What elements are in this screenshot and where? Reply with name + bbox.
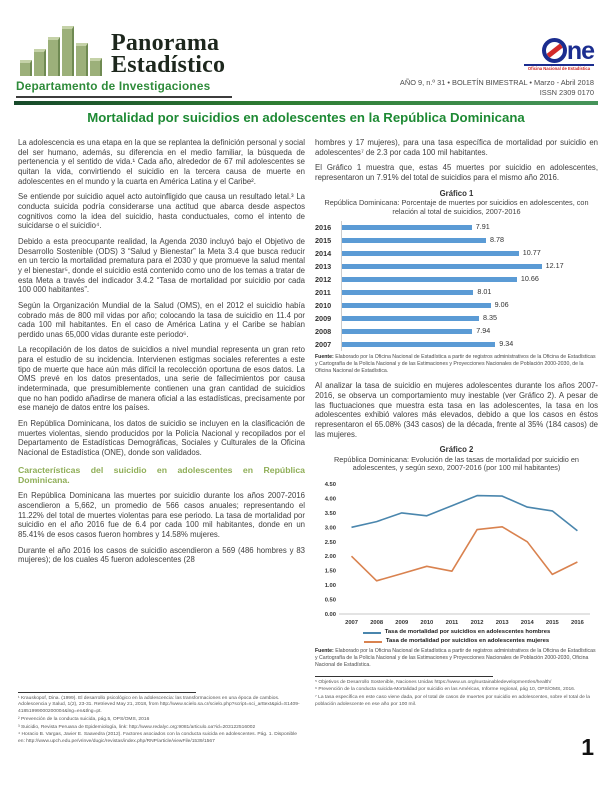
bar-row bbox=[315, 234, 598, 247]
left-column bbox=[18, 138, 305, 571]
brand-subtitle: Departamento de Investigaciones bbox=[16, 79, 232, 98]
bar-value-label: 7.91 bbox=[475, 222, 490, 232]
body-paragraph: Debido a esta preocupante realidad, la Agenda 2030 incluyó bajo el Objetivo de Desarrollo Sostenible (ODS) 3 “Salud y Bienestar” la Meta 3.4 que busca reducir en un tercio la mortalidad prematura para el 2030 y que promueve la salud mental y el bienestar⁵, donde el suicidio está contenido como uno de los temas a tratar de esta Meta a través del indicador 3.4.2 “Tasa de mortalidad por suicidio por cada 100 000 habitantes”. bbox=[18, 236, 305, 295]
bar-track bbox=[341, 338, 598, 351]
bar-year-label: 2013 bbox=[315, 262, 332, 272]
body-paragraph: En República Dominicana, los datos de suicidio se incluyen en la clasificación de muertes violentas, siendo producidos por la Policía Nacional y recopilados por el Departamento de Estadísticas Demográficas, Sociales y Culturales de la Oficina Nacional de Estadística (ONE), donde son validados. bbox=[18, 419, 305, 458]
right-paragraphs-top bbox=[315, 138, 598, 183]
series-line bbox=[352, 495, 578, 530]
bar-chart-logo-icon bbox=[20, 26, 104, 76]
bar-year-label: 2008 bbox=[315, 327, 332, 337]
x-tick-label: 2016 bbox=[570, 619, 584, 626]
bar bbox=[342, 264, 542, 270]
source-label: Fuente: bbox=[315, 648, 334, 655]
y-tick-label: 0.00 bbox=[324, 611, 336, 618]
legend-swatch-icon bbox=[363, 632, 381, 634]
bar-year-label: 2012 bbox=[315, 275, 332, 285]
bar-row bbox=[315, 273, 598, 286]
bar-track bbox=[341, 312, 598, 325]
footnote-divider bbox=[18, 692, 196, 693]
bar-value-label: 9.34 bbox=[499, 339, 514, 349]
brand-block bbox=[16, 26, 248, 98]
footnote: ³ Suicidio, Revista Peruana de Epidemiología, link: http://www.redalyc.org:9081/articulo.oa?id=203122516002 bbox=[18, 724, 256, 730]
one-logo-o-icon bbox=[542, 38, 567, 63]
body-paragraph: hombres y 17 mujeres), para una tasa específica de mortalidad por suicidio en adolescentes⁷ de 2.3 por cada 100 mil habitantes. bbox=[315, 138, 598, 157]
y-tick-label: 1.50 bbox=[324, 568, 336, 575]
x-tick-label: 2011 bbox=[445, 619, 459, 626]
body-paragraph: La recopilación de los datos de suicidios a nivel mundial representa un gran reto para el estudio de su incidencia. Intervienen estigmas sociales referentes a este tipo de muerte que hace aún más difícil la recolección oportuna de esos datos. La OMS prevé en los datos presentados, una serie de fallecimientos por causa indeterminada, que presumiblemente contienen una gran cantidad de suicidios que no han podido añadirse de manera oficial a las estadísticas, precisamente por ese manejo de datos entre los países. bbox=[18, 345, 305, 413]
bar-track bbox=[341, 273, 598, 286]
footnote: ² Prevención de la conducta suicida, pág.5, OPS/OMS, 2016 bbox=[18, 716, 150, 722]
chart1-title: Gráfico 1 bbox=[439, 188, 474, 198]
source-text: Elaborado por la Oficina Nacional de Estadística a partir de registros administrativos de la Oficina de Estadísticas y Cartografía de la Policía Nacional y de las Estimaciones y Proyecciones Nacionales de Población 2000-2030, de la Oficina Nacional de Estadística. bbox=[315, 354, 596, 374]
bar bbox=[342, 238, 486, 244]
bar-year-label: 2010 bbox=[315, 301, 332, 311]
source-label: Fuente: bbox=[315, 354, 334, 361]
issue-line: AÑO 9, n.º 31 • BOLETÍN BIMESTRAL • Marzo - Abril 2018 bbox=[399, 78, 594, 87]
section-heading: Características del suicidio en adolescentes en República Dominicana. bbox=[18, 464, 305, 486]
y-tick-label: 3.50 bbox=[324, 510, 336, 517]
body-paragraph: Durante el año 2016 los casos de suicidio ascendieron a 569 (486 hombres y 83 mujeres); de los cuales 45 fueron adolescentes (28 bbox=[18, 545, 305, 565]
bar-value-label: 8.35 bbox=[483, 313, 497, 323]
bar-value-label: 12.17 bbox=[545, 261, 564, 271]
bar-year-label: 2007 bbox=[315, 340, 332, 350]
bar-track bbox=[341, 234, 598, 247]
bar-row bbox=[315, 338, 598, 351]
one-logo-text: ne bbox=[566, 36, 594, 65]
y-tick-label: 0.50 bbox=[324, 597, 336, 604]
x-tick-label: 2015 bbox=[545, 619, 559, 626]
footnotes-right bbox=[315, 676, 598, 709]
logo-bar bbox=[76, 43, 88, 76]
body-paragraph: Al analizar la tasa de suicidio en mujeres adolescentes durante los años 2007-2016, se observa un comportamiento muy inestable (ver Gráfico 2). A pesar de las fluctuaciones que muestra esta tasa en las adolescentes, la tasa en los adolescentes exhibió valores más elevados, debido a que los casos en éstos representaron el 65.08% (343 casos) de la década, frente al 35% (184 casos) de las mujeres. bbox=[315, 381, 598, 439]
page-number: 1 bbox=[581, 734, 594, 760]
legend-entry bbox=[315, 629, 598, 636]
y-tick-label: 2.50 bbox=[324, 539, 336, 546]
y-tick-label: 2.00 bbox=[324, 553, 336, 560]
bar-track bbox=[341, 286, 598, 299]
bar-row bbox=[315, 221, 598, 234]
logo-bar bbox=[62, 26, 74, 76]
chart1 bbox=[315, 189, 598, 375]
bar-row bbox=[315, 299, 598, 312]
footnote: ⁴ Horacio B. Vargas, Javier E. Saavedra (2012). Factores asociados con la conducta suicida en adolescentes. Pág. 1. Disponible en: http://www.upch.edu.pe/vrinve/dugic/revistas/index.php/RNP/article/viewFile/1539/1567 bbox=[18, 732, 298, 744]
bar bbox=[342, 290, 473, 296]
brand-title-line2: Estadístico bbox=[111, 51, 226, 78]
bar-row bbox=[315, 260, 598, 273]
bar-year-label: 2015 bbox=[315, 236, 332, 246]
bar-row bbox=[315, 286, 598, 299]
chart1-bars bbox=[315, 221, 598, 351]
bar-row bbox=[315, 325, 598, 338]
bar-row bbox=[315, 247, 598, 260]
footnote: ⁶ Prevención de la conducta suicida-Mortalidad por suicidio en las Américas, Informe regional, pág 10, OPS/OMS, 2016. bbox=[315, 687, 576, 693]
bar-row bbox=[315, 312, 598, 325]
bar bbox=[342, 225, 472, 231]
y-tick-label: 3.00 bbox=[324, 525, 336, 532]
brand-title bbox=[111, 29, 226, 78]
legend-swatch-icon bbox=[364, 641, 382, 643]
footnote: ⁵ Objetivos de Desarrollo Sostenible, Naciones Unidas https://www.un.org/sustainabledevelopment/es/health/ bbox=[315, 679, 552, 685]
footnotes-left bbox=[18, 692, 305, 747]
x-tick-label: 2014 bbox=[520, 619, 534, 626]
page-title: Mortalidad por suicidios en adolescentes en la República Dominicana bbox=[87, 110, 525, 125]
left-paragraphs-after bbox=[18, 491, 305, 565]
bar-value-label: 10.77 bbox=[522, 248, 541, 258]
chart2 bbox=[315, 445, 598, 668]
one-logo bbox=[524, 38, 594, 71]
left-paragraphs bbox=[18, 138, 305, 458]
logo-bar bbox=[34, 49, 46, 76]
x-tick-label: 2007 bbox=[345, 619, 359, 626]
issue-block bbox=[400, 78, 594, 98]
bar-value-label: 9.06 bbox=[494, 300, 509, 310]
one-logo-caption: Oficina Nacional de Estadística bbox=[524, 64, 594, 71]
bar-year-label: 2011 bbox=[315, 288, 331, 298]
bar-track bbox=[341, 299, 598, 312]
bar-track bbox=[341, 325, 598, 338]
x-tick-label: 2010 bbox=[420, 619, 434, 626]
body-paragraph: Se entiende por suicidio aquel acto autoinfligido que causa un resultado letal.³ La conducta suicida podría considerarse una actitud que abarca desde aspectos cognitivos como la idea del suicidio, hasta conductuales, como el intento de suicidarse o el suicidio⁴. bbox=[18, 192, 305, 231]
x-tick-label: 2008 bbox=[370, 619, 384, 626]
bar-year-label: 2009 bbox=[315, 314, 332, 324]
chart2-title: Gráfico 2 bbox=[439, 445, 474, 455]
source-text: Elaborado por la Oficina Nacional de Estadística a partir de registros administrativos de la Oficina de Estadísticas y Cartografía de la Policía Nacional y de las Estimaciones y Proyecciones Nacionales de Población 2000-2030, Oficina Nacional de Estadística. bbox=[315, 648, 596, 668]
bar bbox=[342, 277, 517, 283]
legend-label: Tasa de mortalidad por suicidios en adolescentes hombres bbox=[384, 629, 551, 636]
header-rule bbox=[14, 101, 598, 105]
chart2-subtitle: República Dominicana: Evolución de las tasas de mortalidad por suicidio en adolescentes, y según sexo, 2007-2016 (por 100 mil habitantes) bbox=[334, 454, 579, 473]
footnote: ⁷ La tasa específica en este caso viene dada, por el total de casos de muertes por suicidio en adolescentes, sobre el total de la población adolescente en ese año por 100 mil. bbox=[315, 695, 590, 707]
bar bbox=[342, 329, 472, 335]
footnote: ¹ Krauskopof, Dina. (1999). El desarrollo psicológico en la adolescencia: las transformaciones en una época de cambios. Adolescencia y Salud, 1(2), 23-31. Retrieved May 21, 2018, from http://www.scielo.sa.cr/scielo.php?script=sci_arttext&pid=S1409-41851999000200004&lng=en&tlng=pt. bbox=[18, 696, 300, 714]
issn-line: ISSN 2309 0170 bbox=[539, 87, 594, 97]
x-tick-label: 2009 bbox=[395, 619, 409, 626]
chart1-source bbox=[315, 354, 598, 374]
bar bbox=[342, 342, 495, 348]
body-paragraph: El Gráfico 1 muestra que, estas 45 muertes por suicidio en adolescentes, representaron un 7.91% del total de suicidios para el mismo año 2016. bbox=[315, 163, 598, 182]
logo-bar bbox=[48, 37, 60, 76]
y-tick-label: 4.00 bbox=[324, 496, 336, 503]
right-column bbox=[315, 138, 598, 710]
x-tick-label: 2012 bbox=[470, 619, 484, 626]
body-paragraph: La adolescencia es una etapa en la que se replantea la definición personal y social del ser humano, además, su diferencia en el medio familiar, la búsqueda de pertenencia y el sentido de vida.¹ Cada año, alrededor de 67 mil adolescentes se quitan la vida, convirtiendo el suicidio en la tercera causa de muerte en adolescentes en el mundo y la cuarta en América Latina y el Caribe². bbox=[18, 138, 305, 186]
legend-label: Tasa de mortalidad por suicidios en adolescentes mujeres bbox=[385, 638, 550, 644]
bar bbox=[342, 303, 491, 309]
bar-value-label: 8.78 bbox=[490, 235, 505, 245]
footnote-divider bbox=[315, 676, 493, 677]
series-line bbox=[352, 526, 578, 580]
bar bbox=[342, 251, 519, 257]
bar-value-label: 7.94 bbox=[476, 326, 491, 336]
bar-track bbox=[341, 247, 598, 260]
chart2-source bbox=[315, 648, 598, 668]
bar bbox=[342, 316, 479, 322]
bar-year-label: 2014 bbox=[315, 249, 332, 259]
bar-year-label: 2016 bbox=[315, 223, 332, 233]
logo-bar bbox=[20, 60, 32, 76]
logo-bar bbox=[90, 58, 102, 76]
chart2-svg bbox=[315, 478, 598, 628]
x-tick-label: 2013 bbox=[495, 619, 509, 626]
legend-entry bbox=[315, 638, 598, 645]
bar-value-label: 10.66 bbox=[520, 274, 539, 284]
body-paragraph: En República Dominicana las muertes por suicidio durante los años 2007-2016 ascendieron a 5,662, un promedio de 566 casos anuales; representando el 11.22% del total de muertes violentas para ese periodo. La tasa de mortalidad por suicidio en el año 2016 fue de 6.4 por cada 100 mil habitantes, donde en un 85.41% de esos casos fueron hombres y 14.58% mujeres. bbox=[18, 491, 305, 539]
brand-title-line1: Panorama bbox=[111, 29, 220, 56]
chart2-legend bbox=[315, 629, 598, 645]
bar-track bbox=[341, 221, 598, 234]
body-paragraph: Según la Organización Mundial de la Salud (OMS), en el 2012 el suicidio había cobrado más de 800 mil vidas por año; colocando la tasa de suicidio en 11.4 por cada 100 mil habitantes. En el caso de América Latina y el Caribe se habían perdido unas 65,000 vidas durante este periodo⁶. bbox=[18, 300, 305, 339]
bar-value-label: 8.01 bbox=[477, 287, 492, 297]
y-tick-label: 1.00 bbox=[324, 582, 336, 589]
y-tick-label: 4.50 bbox=[324, 481, 336, 488]
bar-track bbox=[341, 260, 598, 273]
chart1-subtitle: República Dominicana: Porcentaje de muertes por suicidios en adolescentes, con relación al total de suicidios, 2007-2016 bbox=[324, 198, 589, 216]
